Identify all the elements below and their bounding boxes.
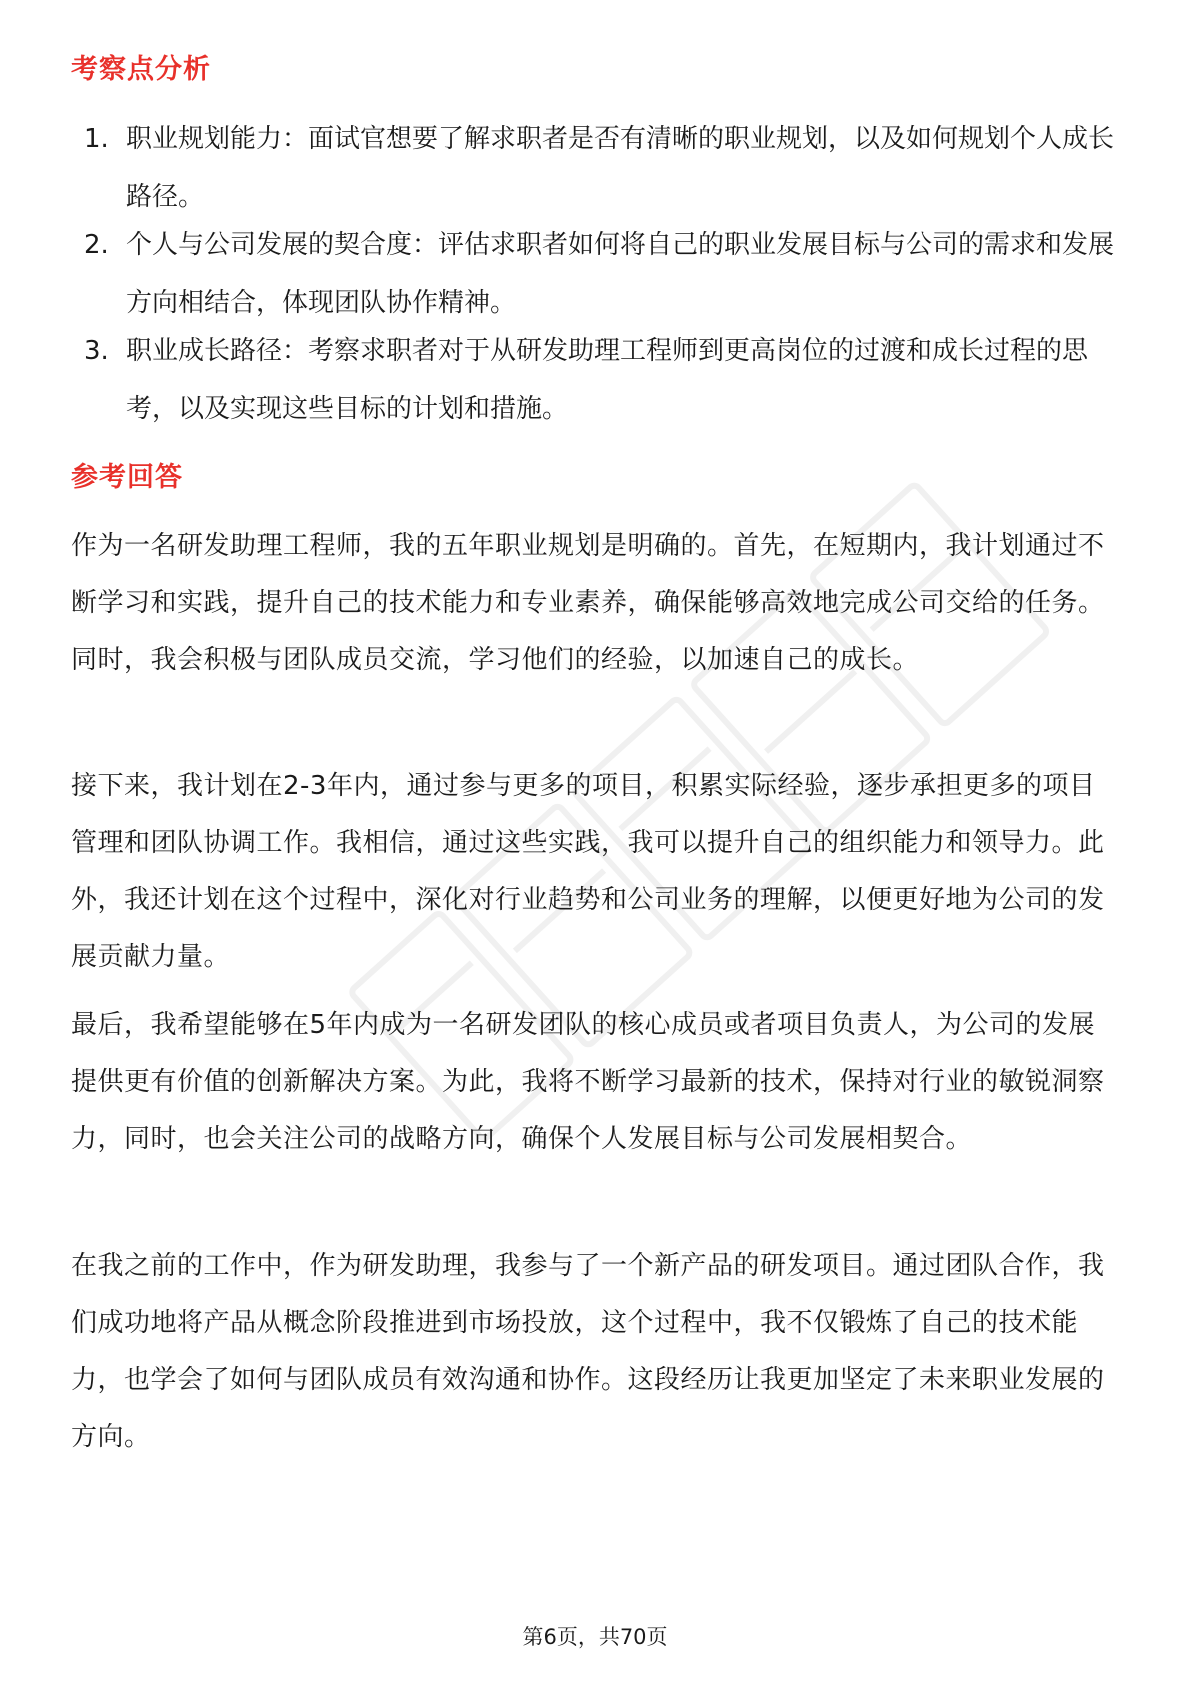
- list-item: [84, 110, 1124, 226]
- list-item: [84, 322, 1124, 438]
- list-item: [84, 216, 1124, 332]
- answer-paragraph: 在我之前的工作中，作为研发助理，我参与了一个新产品的研发项目。通过团队合作，我们成功地将产品从概念阶段推进到市场投放，这个过程中，我不仅锻炼了自己的技术能力，也学会了如何与团队成员有效沟通和协作。这段经历让我更加坚定了未来职业发展的方向。: [71, 1251, 1105, 1452]
- list-item-text: 职业规划能力：面试官想要了解求职者是否有清晰的职业规划，以及如何规划个人成长路径。: [126, 124, 1115, 212]
- section-title-analysis: 考察点分析: [71, 54, 211, 85]
- page-number: 第6页，共70页: [522, 1625, 668, 1649]
- answer-paragraph: 接下来，我计划在2-3年内，通过参与更多的项目，积累实际经验，逐步承担更多的项目管理和团队协调工作。我相信，通过这些实践，我可以提升自己的组织能力和领导力。此外，我还计划在这个过程中，深化对行业趋势和公司业务的理解，以便更好地为公司的发展贡献力量。: [71, 771, 1105, 972]
- list-item-number: 1.: [84, 124, 109, 154]
- list-item-number: 2.: [84, 230, 109, 260]
- list-item-text: 职业成长路径：考察求职者对于从研发助理工程师到更高岗位的过渡和成长过程的思考，以及实现这些目标的计划和措施。: [126, 336, 1089, 424]
- list-item-number: 3.: [84, 336, 109, 366]
- section-title-reference-answer: 参考回答: [71, 462, 183, 493]
- answer-paragraph: 作为一名研发助理工程师，我的五年职业规划是明确的。首先，在短期内，我计划通过不断学习和实践，提升自己的技术能力和专业素养，确保能够高效地完成公司交给的任务。同时，我会积极与团队成员交流，学习他们的经验，以加速自己的成长。: [71, 531, 1105, 675]
- answer-paragraph: 最后，我希望能够在5年内成为一名研发团队的核心成员或者项目负责人，为公司的发展提供更有价值的创新解决方案。为此，我将不断学习最新的技术，保持对行业的敏锐洞察力，同时，也会关注公司的战略方向，确保个人发展目标与公司发展相契合。: [71, 1010, 1105, 1154]
- list-item-text: 个人与公司发展的契合度：评估求职者如何将自己的职业发展目标与公司的需求和发展方向相结合，体现团队协作精神。: [126, 230, 1115, 318]
